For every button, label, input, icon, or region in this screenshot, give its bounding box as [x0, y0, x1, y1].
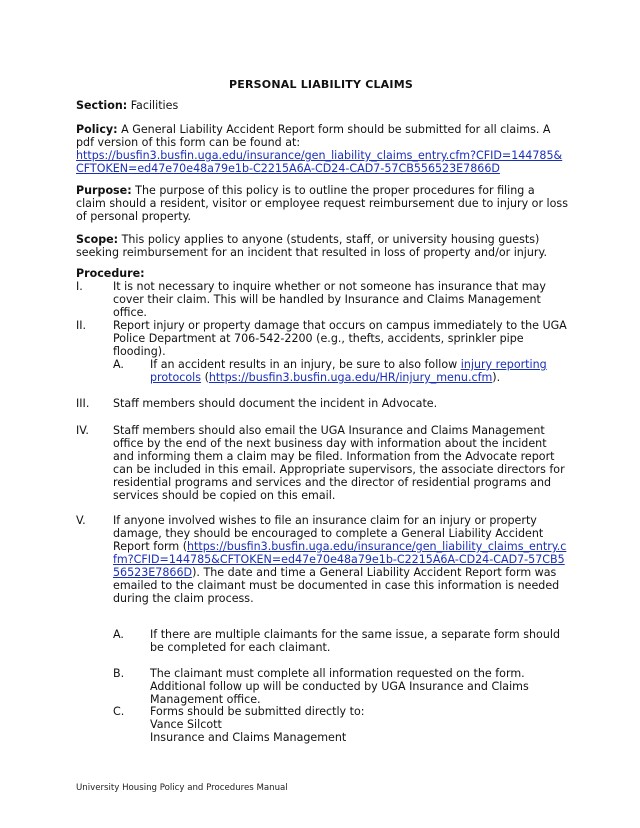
purpose-paragraph	[76, 184, 568, 223]
purpose-text: The purpose of this policy is to outline the proper procedures for filing a claim should a resident, visitor or employee request reimbursement due to injury or loss of personal property.	[76, 184, 568, 223]
subitem-text: The claimant must complete all information requested on the form. Additional follow up will be conducted by UGA Insurance and Claims Management office.	[150, 667, 529, 706]
scope-paragraph	[76, 233, 568, 259]
subitem-text: If there are multiple claimants for the same issue, a separate form should be completed for each claimant.	[150, 628, 561, 654]
page-footer: University Housing Policy and Procedures Manual	[76, 783, 288, 793]
subitem-number: B.	[113, 667, 125, 680]
item-number: II.	[76, 319, 87, 332]
section-label: Section:	[76, 99, 128, 112]
contact-office: Insurance and Claims Management	[150, 731, 347, 744]
injury-menu-link[interactable]: https://busfin3.busfin.uga.edu/HR/injury_menu.cfm	[208, 371, 493, 384]
subitem-number: A.	[113, 628, 124, 641]
item-text: Staff members should also email the UGA Insurance and Claims Management office by the end of the next business day with information about the incident and informing them a claim may be filed. Information from the Advocate report can be included in this email. Appropriate supervisors, the associate directors for residential programs and services and the director of residential programs and services should be copied on this email.	[113, 424, 565, 502]
item-number: IV.	[76, 424, 89, 437]
injury-protocols-link[interactable]: injury reporting protocols	[150, 358, 547, 384]
section-value: Facilities	[130, 99, 179, 112]
item-text: Report injury or property damage that occurs on campus immediately to the UGA Police Department at 706-542-2200 (e.g., thefts, accidents, sprinkler pipe flooding).	[113, 319, 567, 358]
section-row	[76, 99, 568, 112]
subitem-number: C.	[113, 705, 125, 718]
policy-paragraph	[76, 123, 568, 175]
scope-label: Scope:	[76, 233, 119, 246]
contact-name: Vance Silcott	[150, 718, 222, 731]
policy-text: A General Liability Accident Report form should be submitted for all claims. A pdf version of this form can be found at:	[76, 123, 551, 149]
item-number: III.	[76, 397, 90, 410]
item-text: It is not necessary to inquire whether or not someone has insurance that may cover their claim. This will be handled by Insurance and Claims Management office.	[113, 280, 546, 319]
subitem-text: If an accident results in an injury, be sure to also follow injury reporting protocols (https://busfin3.busfin.uga.edu/HR/injury_menu.cfm).	[150, 358, 547, 384]
item-number: V.	[76, 514, 86, 527]
item-number: I.	[76, 280, 83, 293]
policy-form-link[interactable]: https://busfin3.busfin.uga.edu/insurance/gen_liability_claims_entry.cfm?CFID=144785&CFTOKEN=ed47e70e48a79e1b-C2215A6A-CD24-CAD7-57CB556523E7866D	[76, 149, 563, 175]
scope-text: This policy applies to anyone (students, staff, or university housing guests) seeking reimbursement for an incident that resulted in loss of property and/or injury.	[76, 233, 547, 259]
subitem-number: A.	[113, 358, 124, 371]
policy-label: Policy:	[76, 123, 118, 136]
subitem-text: Forms should be submitted directly to: Vance Silcott Insurance and Claims Management	[150, 705, 365, 744]
item-text: Staff members should document the incident in Advocate.	[113, 397, 438, 410]
page-title: PERSONAL LIABILITY CLAIMS	[229, 78, 413, 91]
purpose-label: Purpose:	[76, 184, 132, 197]
claim-form-link[interactable]: https://busfin3.busfin.uga.edu/insurance/gen_liability_claims_entry.cfm?CFID=144785&CFTOKEN=ed47e70e48a79e1b-C2215A6A-CD24-CAD7-57CB556523E7866D	[113, 540, 567, 579]
procedure-heading: Procedure:	[76, 267, 145, 280]
item-text: If anyone involved wishes to file an insurance claim for an injury or property damage, they should be encouraged to complete a General Liability Accident Report form (https://busfin3.busfin.uga.edu/insurance/gen_liability_claims_entry.cfm?CFID=144785&CFTOKEN=ed47e70e48a79e1b-C2215A6A-CD24-CAD7-57CB556523E7866D). The date and time a General Liability Accident Report form was emailed to the claimant must be documented in case this information is needed during the claim process.	[113, 514, 567, 605]
